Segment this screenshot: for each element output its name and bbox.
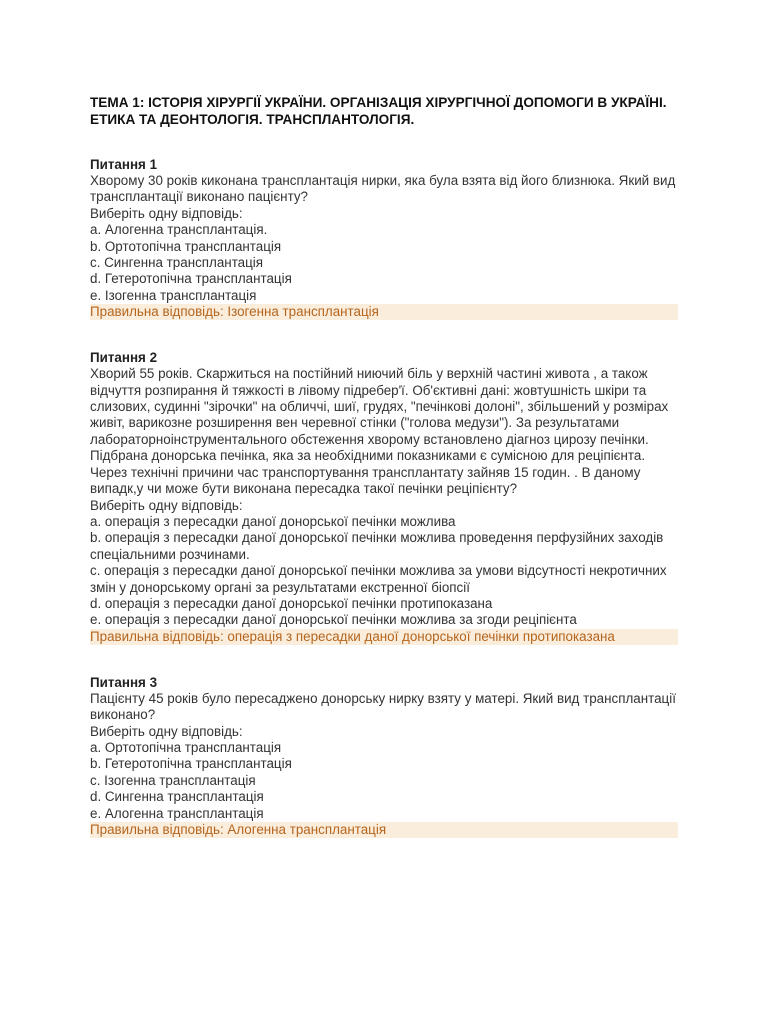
option-a: a. Алогенна трансплантація.: [90, 222, 268, 238]
option-d: d. операція з пересадки даної донорської печінки протипоказана: [90, 595, 493, 611]
correct-answer: Правильна відповідь: Алогенна трансплантація: [90, 822, 678, 838]
question-block-3: [90, 675, 680, 838]
question-text: Хворий 55 років. Скаржиться на постійний ниючий біль у верхній частині живота , а також відчуття розпирання й тяжкості в лівому підребер'ї. Об'єктивні дані: жовтушність шкіри та слизових, судинні "зірочки" на обличчі, шиї, грудях, "печінкові долоні", збільшений у розмірах живіт, варикозне розширення вен черевної стінки ("голова медузи"). За результатами лабораторноінструментального обстеження хворому встановлено діагноз цирозу печінки. Підбрана донорська печінка, яка за необхідними показниками є сумісною для реціпієнта. Через технічні причини час транспортування трансплантату зайняв 15 годин. . В даному випадк,у чи може бути виконана пересадка такої печінки реціпієнту?: [90, 366, 669, 497]
question-heading: Питання 3: [90, 674, 158, 690]
question-heading: Питання 2: [90, 350, 158, 366]
option-c: c. операція з пересадки даної донорської печінки можлива за умови відсутності некротичних змін у донорському органі за результатами екстренної біопсії: [90, 563, 667, 595]
correct-answer: Правильна відповідь: Ізогенна трансплантація: [90, 304, 678, 320]
page-title: ТЕМА 1: ІСТОРІЯ ХІРУРГІЇ УКРАЇНИ. ОРГАНІЗАЦІЯ ХІРУРГІЧНОЇ ДОПОМОГИ В УКРАЇНІ. ЕТИКА ТА ДЕОНТОЛОГІЯ. ТРАНСПЛАНТОЛОГІЯ.: [90, 95, 667, 127]
correct-answer: Правильна відповідь: операція з пересадки даної донорської печінки протипоказана: [90, 629, 678, 645]
question-text: Пацієнту 45 років було пересаджено донорську нирку взяту у матері. Який вид трансплантації виконано?: [90, 690, 676, 723]
answer-prompt: Виберіть одну відповідь:: [90, 205, 243, 221]
option-c: c. Ізогенна трансплантація: [90, 772, 256, 788]
option-b: b. операція з пересадки даної донорської печінки можлива проведення перфузійних заходів спеціальними розчинами.: [90, 530, 664, 562]
option-a: a. операція з пересадки даної донорської печінки можлива: [90, 513, 456, 529]
option-c: c. Сингенна трансплантація: [90, 255, 264, 271]
option-b: b. Ортотопічна трансплантація: [90, 238, 282, 254]
question-text: Хворому 30 років киконана трансплантація нирки, яка була взята від його близнюка. Який вид трансплантації виконано пацієнту?: [90, 173, 676, 205]
option-e: e. Ізогенна трансплантація: [90, 287, 257, 303]
question-block-1: [90, 157, 680, 320]
option-e: e. операція з пересадки даної донорської печінки можлива за згоди реціпієнта: [90, 612, 577, 628]
option-e: e. Алогенна трансплантація: [90, 805, 264, 821]
option-d: d. Гетеротопічна трансплантація: [90, 271, 292, 287]
option-d: d. Сингенна трансплантація: [90, 789, 264, 805]
question-block-2: [90, 350, 680, 645]
option-b: b. Гетеротопічна трансплантація: [90, 756, 292, 772]
question-heading: Питання 1: [90, 157, 158, 172]
answer-prompt: Виберіть одну відповідь:: [90, 723, 243, 739]
document-page: [90, 94, 680, 868]
option-a: a. Ортотопічна трансплантація: [90, 739, 282, 755]
answer-prompt: Виберіть одну відповідь:: [90, 497, 243, 513]
